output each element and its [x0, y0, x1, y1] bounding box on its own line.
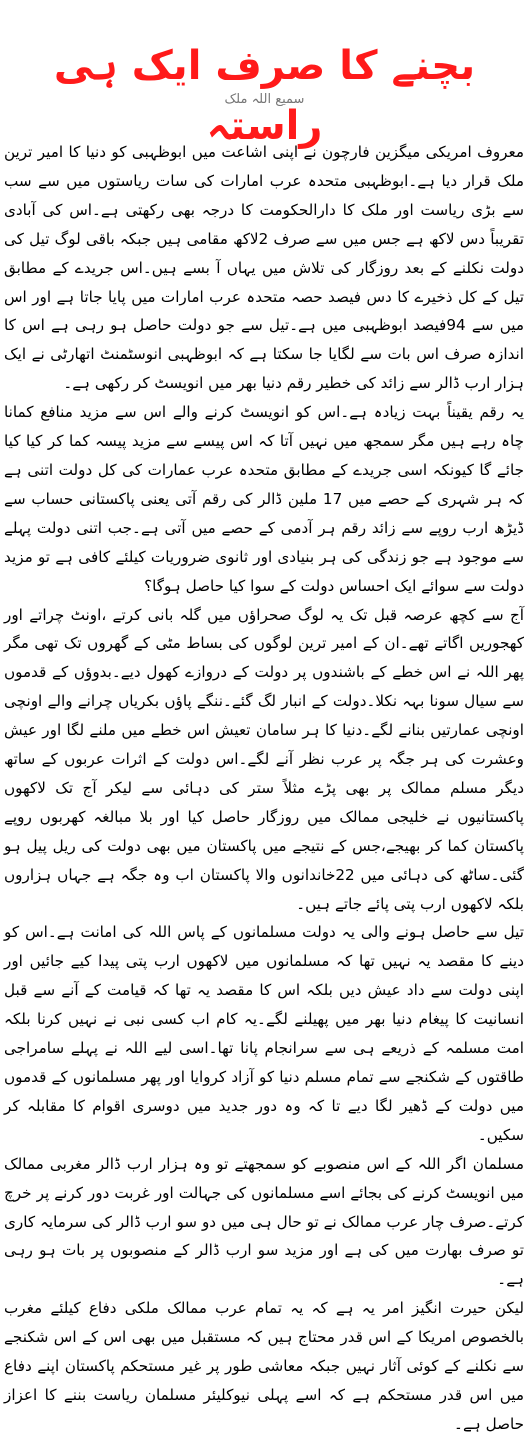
paragraph: تیل سے حاصل ہونے والی یہ دولت مسلمانوں کے پاس اللہ کی امانت ہے۔اس کو دینے کا مقصد یہ نہیں تھا کہ مسلمانوں میں لاکھوں ارب پتی پیدا کیے جائیں اور اپنی دولت سے داد عیش دیں بلکہ اس کا مقصد یہ تھا کہ قیامت کے آنے سے قبل انسانیت کا پیغام دنیا بھر میں پھیلنے لگے۔یہ کام اب کسی نبی نے نہیں کرنا بلکہ امت مسلمہ کے ذریعے ہی سے سرانجام پانا تھا۔اسی لیے اللہ نے پہلے سامراجی طاقتوں کے شکنجے سے تمام مسلم دنیا کو آزاد کروایا اور پھر مسلمانوں کے قدموں میں دولت کے ڈھیر لگا دیے تا کہ وہ دور جدید میں دوسری اقوام کا مقابلہ کر سکیں۔ — [4, 923, 524, 1144]
article-body — [4, 138, 525, 1433]
paragraph: معروف امریکی میگزین فارچون نے اپنی اشاعت میں ابوظہبی کو دنیا کا امیر ترین ملک قرار دیا ہے۔ابوظہبی متحدہ عرب امارات کی سات ریاستوں میں سے سب سے بڑی ریاست اور ملک کا دارالحکومت کا درجہ بھی رکھتی ہے۔اس کی آبادی تقریباً دس لاکھ ہے جس میں سے صرف 2لاکھ مقامی ہیں جبکہ باقی لوگ تیل کی دولت نکلنے کے بعد روزگار کی تلاش میں یہاں آ بسے ہیں۔اس جریدے کے مطابق تیل کے کل ذخیرے کا دس فیصد حصہ متحدہ عرب امارات میں پایا جاتا ہے اور اس میں سے 94فیصد ابوظہبی میں ہے۔تیل سے جو دولت حاصل ہو رہی ہے اس کا اندازہ صرف اس بات سے لگایا جا سکتا ہے کہ ابوظہبی انوسٹمنٹ اتھارٹی نے ایک ہزار ارب ڈالر سے زائد کی خطیر رقم دنیا بھر میں انویسٹ کر رکھی ہے۔ — [4, 143, 524, 393]
paragraph: یہ رقم یقیناً بہت زیادہ ہے۔اس کو انویسٹ کرنے والے اس سے مزید منافع کمانا چاہ رہے ہیں مگر سمجھ میں نہیں آتا کہ اس پیسے سے مزید پیسہ کما کر کیا کیا جائے گا کیونکہ اسی جریدے کے مطابق متحدہ عرب عمارات کی کل دولت اتنی ہے کہ ہر شہری کے حصے میں 17 ملین ڈالر کی رقم آتی یعنی پاکستانی حساب سے ڈیڑھ ارب روپے سے زائد رقم ہر آدمی کے حصے میں آتی ہے۔جب اتنی دولت پہلے سے موجود ہے جو زندگی کی ہر بنیادی اور ثانوی ضروریات کیلئے کافی ہے تو مزید دولت سے سوائے ایک احساس دولت کے سوا کیا حاصل ہوگا؟ — [4, 403, 524, 595]
paragraph: آج سے کچھ عرصہ قبل تک یہ لوگ صحراؤں میں گلہ بانی کرتے ،اونٹ چراتے اور کھجوریں اگاتے تھے۔ان کے امیر ترین لوگوں کی بساط مٹی کے گھروں تک تھی مگر پھر اللہ نے اس خطے کے باشندوں پر دولت کے دروازے کھول دیے۔بدوؤں کے قدموں سے سیال سونا بہہ نکلا۔دولت کے انبار لگ گئے۔ننگے پاؤں بکریاں چرانے والے اونچی اونچی عمارتیں بنانے لگے۔دنیا کا ہر سامان تعیش اس خطے میں ملنے لگا اور عیش وعشرت کی ہر جگہ پر عرب نظر آنے لگے۔اس دولت کے اثرات عربوں کے ساتھ دیگر مسلم ممالک پر بھی پڑے مثلاً ستر کی دہائی سے لیکر آج تک لاکھوں پاکستانیوں نے خلیجی ممالک میں روزگار حاصل کیا اور بلا مبالغہ کھربوں روپے پاکستان کما کر بھیجے،جس کے نتیجے میں پاکستان میں بھی دولت کی ریل پیل ہو گئی۔ساٹھ کی دہائی میں 22خاندانوں والا پاکستان اب وہ جگہ ہے جہاں ہزاروں بلکہ لاکھوں ارب پتی پائے جاتے ہیں۔ — [4, 605, 525, 913]
paragraph: لیکن حیرت انگیز امر یہ ہے کہ یہ تمام عرب ممالک ملکی دفاع کیلئے مغرب بالخصوص امریکا کے اس قدر محتاج ہیں کہ مستقبل میں بھی اس کے اس شکنجے سے نکلنے کے کوئی آثار نہیں جبکہ معاشی طور پر غیر مستحکم پاکستان اپنے دفاع میں اس قدر مستحکم ہے کہ اسے پہلی نیوکلیئر مسلمان ریاست بننے کا اعزاز حاصل ہے۔ — [4, 1299, 524, 1433]
paragraph: مسلمان اگر اللہ کے اس منصوبے کو سمجھتے تو وہ ہزار ارب ڈالر مغربی ممالک میں انویسٹ کرنے کی بجائے اسے مسلمانوں کی جہالت اور غربت دور کرنے پر خرچ کرتے۔صرف چار عرب ممالک نے تو حال ہی میں دو سو ارب ڈالر کی سرمایہ کاری تو صرف بھارت میں کی ہے اور مزید سو ارب ڈالر کے منصوبوں پر بات ہو رہی ہے۔ — [4, 1154, 524, 1289]
article-title: بچنے کا صرف ایک ہی راستہ — [53, 43, 476, 149]
author-byline: سمیع اللہ ملک — [224, 92, 305, 107]
